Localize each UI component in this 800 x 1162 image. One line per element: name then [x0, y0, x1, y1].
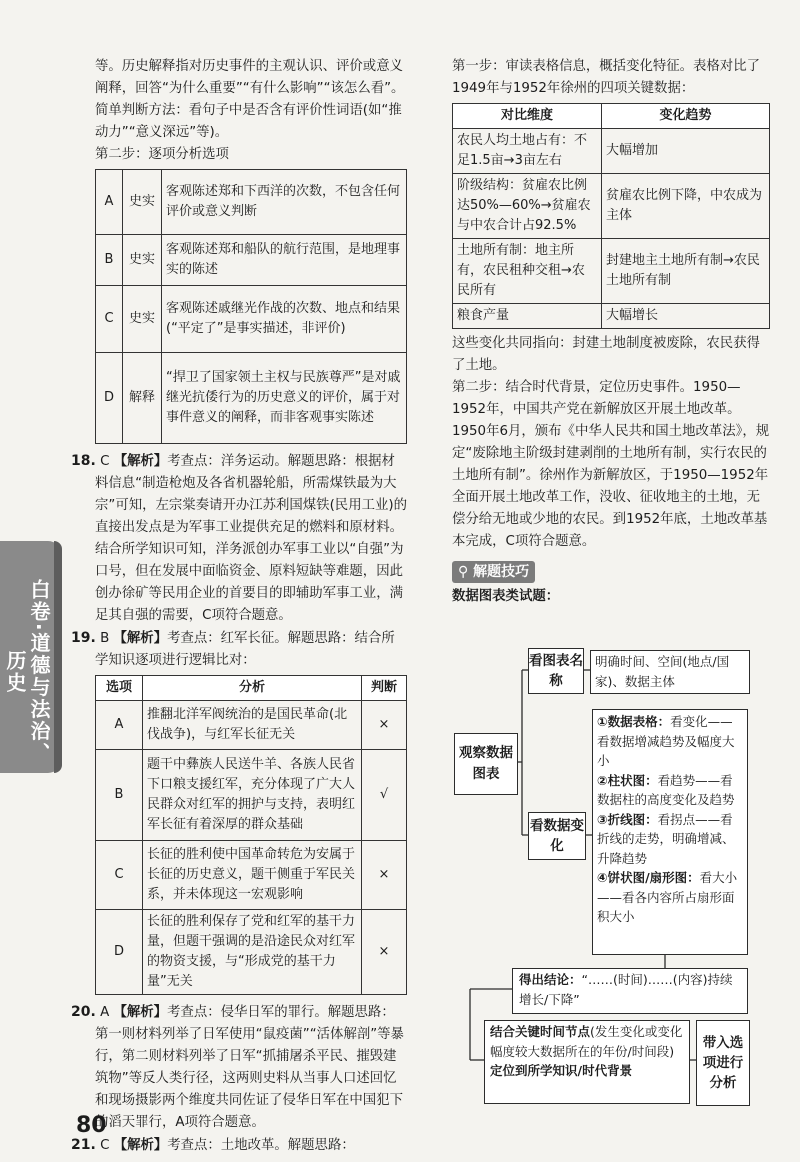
q19-tag: 【解析】 — [113, 631, 168, 646]
option-type: 解释 — [123, 353, 162, 444]
option-judgement: × — [362, 910, 407, 995]
chart-type-title: ④饼状图/扇形图： — [597, 870, 700, 885]
option-judgement: √ — [362, 750, 407, 841]
option-desc: 客观陈述戚继光作战的次数、地点和结果(“平定了”是事实描述，非评价) — [162, 286, 407, 353]
q20-text: 考查点：侵华日军的罪行。解题思路：第一则材料列举了日军使用“鼠疫菌”“活体解剖”等暴行，第二则材料列举了日军“抓捕屠杀平民、摧毁建筑物”等反人类行径，这两则史料从当事人口述回忆和现场摄影两个维度共同佐证了侵华日军在中国犯下的滔天罪行，A项符合题意。 — [95, 1005, 404, 1130]
q21-tag: 【解析】 — [113, 1138, 168, 1153]
dimension-cell: 农民人均土地占有：不足1.5亩→3亩左右 — [453, 129, 602, 174]
q20-number: 20. — [71, 1004, 96, 1020]
right-step1: 第一步：审读表格信息，概括变化特征。表格对比了1949年与1952年徐州的四项关键数据： — [452, 59, 760, 96]
conclusion-box — [512, 968, 748, 1014]
option-letter: C — [96, 841, 143, 910]
chart-type-text: 看拐点——看折线的走势，明确增减、升降趋势 — [597, 811, 735, 866]
look-change-box — [528, 812, 586, 860]
key-icon: ⚲ — [458, 564, 474, 580]
tip-badge-label: 解题技巧 — [473, 564, 530, 580]
option-letter: D — [96, 353, 123, 444]
option-desc: 客观陈述郑和下西洋的次数，不包含任何评价或意义判断 — [162, 170, 407, 235]
option-letter: A — [96, 701, 143, 750]
chart-type-title: ③折线图： — [597, 811, 658, 827]
option-judgement: × — [362, 841, 407, 910]
chart-type-text: 看大小——看各内容所占扇形面积大小 — [597, 870, 738, 924]
chart-type-text: 看变化——看数据增减趋势及幅度大小 — [597, 714, 735, 768]
conclusion-text: “……(时间)……(内容)持续增长/下降” — [519, 972, 733, 1007]
trend-cell: 贫雇农比例下降，中农成为主体 — [602, 174, 770, 239]
q18-answer: C — [100, 454, 110, 469]
trend-cell: 大幅增长 — [602, 304, 770, 329]
option-analysis: 推翻北洋军阀统治的是国民革命(北伐战争)，与红军长征无关 — [143, 701, 362, 750]
trend-cell: 封建地主土地所有制→农民土地所有制 — [602, 239, 770, 304]
look-change-label: 看数据变化 — [530, 818, 584, 854]
option-letter: B — [96, 750, 143, 841]
look-name-box — [528, 648, 584, 694]
option-analysis: 题干中彝族人民送牛羊、各族人民省下口粮支援红军，充分体现了广大人民群众对红军的拥护与支持，表明红军长征有着深厚的群众基础 — [143, 750, 362, 841]
option-letter: B — [96, 235, 123, 286]
combine-bold-2: 定位到所学知识/时代背景 — [490, 1063, 633, 1078]
option-type: 史实 — [123, 170, 162, 235]
q20-tag: 【解析】 — [113, 1005, 168, 1020]
chart-types-box — [592, 709, 748, 955]
col-header-analysis: 分析 — [143, 676, 362, 701]
trend-cell: 大幅增加 — [602, 129, 770, 174]
q21-number: 21. — [71, 1137, 96, 1153]
combine-bold-1: 结合关键时间节点 — [490, 1024, 591, 1039]
q19-answer: B — [100, 631, 110, 646]
conclusion-label: 得出结论： — [519, 972, 582, 987]
bring-box — [696, 1020, 750, 1106]
option-analysis: 长征的胜利保存了党和红军的基干力量，但题干强调的是沿途民众对红军的物资支援，与“形成党的基干力量”无关 — [143, 910, 362, 995]
look-name-desc: 明确时间、空间(地点/国家)、数据主体 — [595, 654, 730, 689]
page-number: 80 — [76, 1113, 107, 1138]
option-type: 史实 — [123, 235, 162, 286]
q20-answer: A — [100, 1005, 110, 1020]
bring-label: 带入选项进行分析 — [702, 1035, 744, 1091]
chart-type-title: ①数据表格： — [597, 714, 671, 729]
q18-number: 18. — [71, 453, 96, 469]
dimension-cell: 土地所有制：地主所有，农民租种交租→农民所有 — [453, 239, 602, 304]
q19-text: 考查点：红军长征。解题思路：结合所学知识逐项进行逻辑比对： — [95, 631, 395, 668]
dimension-cell: 粮食产量 — [453, 304, 602, 329]
option-desc: 客观陈述郑和船队的航行范围，是地理事实的陈述 — [162, 235, 407, 286]
combine-text: (发生变化或变化幅度较大数据所在的年份/时间段) — [490, 1024, 683, 1059]
chart-type-text: 看趋势——看数据柱的高度变化及趋势 — [597, 772, 735, 807]
combine-box — [484, 1020, 690, 1104]
option-letter: D — [96, 910, 143, 995]
option-judgement: × — [362, 701, 407, 750]
q19-number: 19. — [71, 630, 96, 646]
observe-box — [454, 733, 518, 795]
col-header-judge: 判断 — [362, 676, 407, 701]
tip-title: 数据图表类试题： — [452, 589, 560, 604]
col-header-trend: 变化趋势 — [602, 104, 770, 129]
intro-paragraph: 等。历史解释指对历史事件的主观认识、评价或意义阐释，回答“为什么重要”“有什么影响”“该怎么看”。简单判断方法：看句子中是否含有评价性词语(如“推动力”“意义深远”等)。 — [95, 59, 405, 140]
right-step2: 第二步：结合时代背景，定位历史事件。1950—1952年，中国共产党在新解放区开展土地改革。1950年6月，颁布《中华人民共和国土地改革法》，规定“废除地主阶级封建剥削的土地所有制，实行农民的土地所有制”。徐州作为新解放区，于1950—1952年全面开展土地改革工作，没收、征收地主的土地，无偿分给无地或少地的农民。到1952年底，土地改革基本完成，C项符合题意。 — [452, 380, 770, 549]
chart-type-title: ②柱状图： — [597, 772, 658, 788]
option-analysis: 长征的胜利使中国革命转危为安属于长征的历史意义，题干侧重于军民关系，并未体现这一宏观影响 — [143, 841, 362, 910]
side-tab-label: 白卷·道德与法治、历史 — [3, 579, 51, 765]
option-type: 史实 — [123, 286, 162, 353]
q18-text: 考查点：洋务运动。解题思路：根据材料信息“制造枪炮及各省机器轮船，所需煤铁最为大宗”可知，左宗棠奏请开办江苏利国煤铁(民用工业)的直接出发点是为军事工业提供充足的燃料和原材料。结合所学知识可知，洋务派创办军事工业以“自强”为口号，但在发展中面临资金、原料短缺等难题，因此创办徐矿等民用企业的首要目的即辅助军事工业，满足其自强的需要，C项符合题意。 — [95, 454, 407, 623]
chart-type-line — [597, 810, 743, 869]
q21-text: 考查点：土地改革。解题思路： — [167, 1138, 355, 1153]
q18-tag: 【解析】 — [113, 454, 168, 469]
option-desc: “捍卫了国家领土主权与民族尊严”是对戚继光抗倭行为的历史意义的评价，属于对事件意义的阐释，而非客观事实陈述 — [162, 353, 407, 444]
chart-type-bar — [597, 771, 743, 810]
observe-label: 观察数据图表 — [459, 745, 513, 782]
option-letter: C — [96, 286, 123, 353]
chart-type-table — [597, 712, 743, 771]
step2-heading: 第二步：逐项分析选项 — [95, 147, 229, 162]
look-name-desc-box — [590, 650, 750, 694]
dimension-cell: 阶级结构：贫雇农比例达50%—60%→贫雇农与中农合计占92.5% — [453, 174, 602, 239]
look-name-label: 看图表名称 — [529, 653, 583, 689]
col-header-option: 选项 — [96, 676, 143, 701]
col-header-dimension: 对比维度 — [453, 104, 602, 129]
option-letter: A — [96, 170, 123, 235]
right-summary: 这些变化共同指向：封建土地制度被废除，农民获得了土地。 — [452, 336, 760, 373]
q21-answer: C — [100, 1138, 110, 1153]
chart-type-pie — [597, 868, 743, 927]
